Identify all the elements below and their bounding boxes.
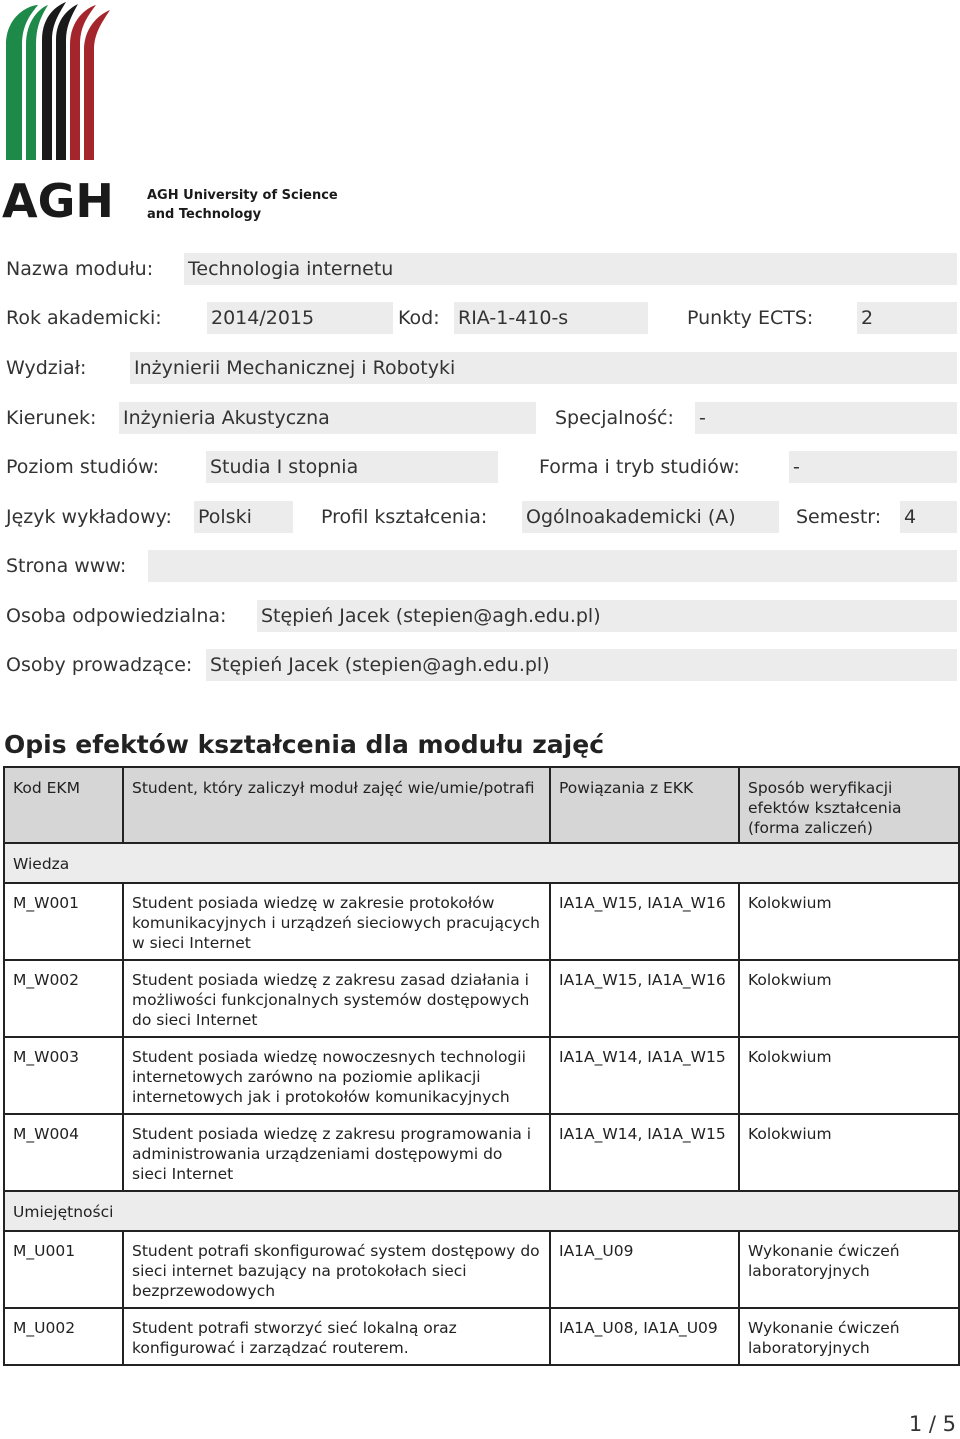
group-row (4, 1191, 959, 1231)
faculty-label: Wydział: (6, 357, 87, 379)
website-label: Strona www: (6, 555, 127, 577)
module-name-label: Nazwa modułu: (6, 258, 154, 280)
profile-label: Profil kształcenia: (321, 506, 488, 528)
cell-method: Kolokwium (739, 1037, 959, 1114)
cell-method: Kolokwium (739, 883, 959, 960)
cell-description: Student potrafi skonfigurować system dostępowy do sieci internet bazujący na protokołach sieci bezprzewodowych (123, 1231, 550, 1308)
cell-code: M_W003 (4, 1037, 123, 1114)
cell-description: Student posiada wiedzę nowoczesnych technologii internetowych zarówno na poziomie aplikacji internetowych jak i protokołów komunikacyjnych (123, 1037, 550, 1114)
responsible-label: Osoba odpowiedzialna: (6, 605, 227, 627)
ects-label: Punkty ECTS: (687, 307, 814, 329)
study-level-label: Poziom studiów: (6, 456, 160, 478)
website-value (148, 550, 957, 582)
field-of-study-value: Inżynieria Akustyczna (119, 402, 536, 434)
cell-code: M_U002 (4, 1308, 123, 1365)
teachers-label: Osoby prowadzące: (6, 654, 193, 676)
semester-value: 4 (900, 501, 957, 533)
cell-links: IA1A_W15, IA1A_W16 (550, 960, 739, 1037)
cell-code: M_W004 (4, 1114, 123, 1191)
logo-line1: AGH University of Science (147, 188, 338, 203)
agh-logo (0, 0, 360, 230)
cell-description: Student posiada wiedzę w zakresie protokołów komunikacyjnych i urządzeń sieciowych pracujących w sieci Internet (123, 883, 550, 960)
group-label: Wiedza (4, 843, 959, 883)
group-row (4, 843, 959, 883)
specialty-value: - (695, 402, 957, 434)
cell-method: Kolokwium (739, 960, 959, 1037)
semester-label: Semestr: (796, 506, 882, 528)
logo-short: AGH (2, 174, 114, 228)
responsible-value: Stępień Jacek (stepien@agh.edu.pl) (257, 600, 957, 632)
cell-code: M_U001 (4, 1231, 123, 1308)
cell-description: Student potrafi stworzyć sieć lokalną oraz konfigurować i zarządzać routerem. (123, 1308, 550, 1365)
table-row (4, 1231, 959, 1308)
header-method: Sposób weryfikacji efektów kształcenia (forma zaliczeń) (739, 767, 959, 843)
cell-method: Wykonanie ćwiczeń laboratoryjnych (739, 1308, 959, 1365)
cell-links: IA1A_U08, IA1A_U09 (550, 1308, 739, 1365)
cell-links: IA1A_U09 (550, 1231, 739, 1308)
logo-emblem-icon (6, 2, 110, 160)
table-row (4, 960, 959, 1037)
cell-links: IA1A_W15, IA1A_W16 (550, 883, 739, 960)
study-form-label: Forma i tryb studiów: (539, 456, 740, 478)
header-links: Powiązania z EKK (550, 767, 739, 843)
cell-code: M_W002 (4, 960, 123, 1037)
code-value: RIA-1-410-s (454, 302, 648, 334)
module-name-value: Technologia internetu (184, 253, 957, 285)
ects-value: 2 (857, 302, 957, 334)
study-form-value: - (789, 451, 957, 483)
page-number: 1 / 5 (908, 1412, 956, 1436)
table-header-row (4, 767, 959, 843)
code-label: Kod: (398, 307, 440, 329)
cell-method: Wykonanie ćwiczeń laboratoryjnych (739, 1231, 959, 1308)
learning-outcomes-table (3, 766, 960, 1366)
academic-year-label: Rok akademicki: (6, 307, 162, 329)
section-title: Opis efektów kształcenia dla modułu zajęć (4, 730, 605, 759)
academic-year-value: 2014/2015 (207, 302, 393, 334)
logo-line2: and Technology (147, 207, 262, 222)
cell-method: Kolokwium (739, 1114, 959, 1191)
cell-description: Student posiada wiedzę z zakresu zasad działania i możliwości funkcjonalnych systemów dostępowych do sieci Internet (123, 960, 550, 1037)
specialty-label: Specjalność: (555, 407, 674, 429)
cell-links: IA1A_W14, IA1A_W15 (550, 1114, 739, 1191)
header-code: Kod EKM (4, 767, 123, 843)
language-label: Język wykładowy: (6, 506, 172, 528)
cell-links: IA1A_W14, IA1A_W15 (550, 1037, 739, 1114)
table-row (4, 1037, 959, 1114)
field-of-study-label: Kierunek: (6, 407, 97, 429)
group-label: Umiejętności (4, 1191, 959, 1231)
table-row (4, 1114, 959, 1191)
teachers-value: Stępień Jacek (stepien@agh.edu.pl) (206, 649, 957, 681)
cell-code: M_W001 (4, 883, 123, 960)
cell-description: Student posiada wiedzę z zakresu programowania i administrowania urządzeniami dostępowymi do sieci Internet (123, 1114, 550, 1191)
header-description: Student, który zaliczył moduł zajęć wie/umie/potrafi (123, 767, 550, 843)
language-value: Polski (194, 501, 293, 533)
table-row (4, 883, 959, 960)
table-row (4, 1308, 959, 1365)
faculty-value: Inżynierii Mechanicznej i Robotyki (130, 352, 957, 384)
profile-value: Ogólnoakademicki (A) (522, 501, 779, 533)
study-level-value: Studia I stopnia (206, 451, 498, 483)
